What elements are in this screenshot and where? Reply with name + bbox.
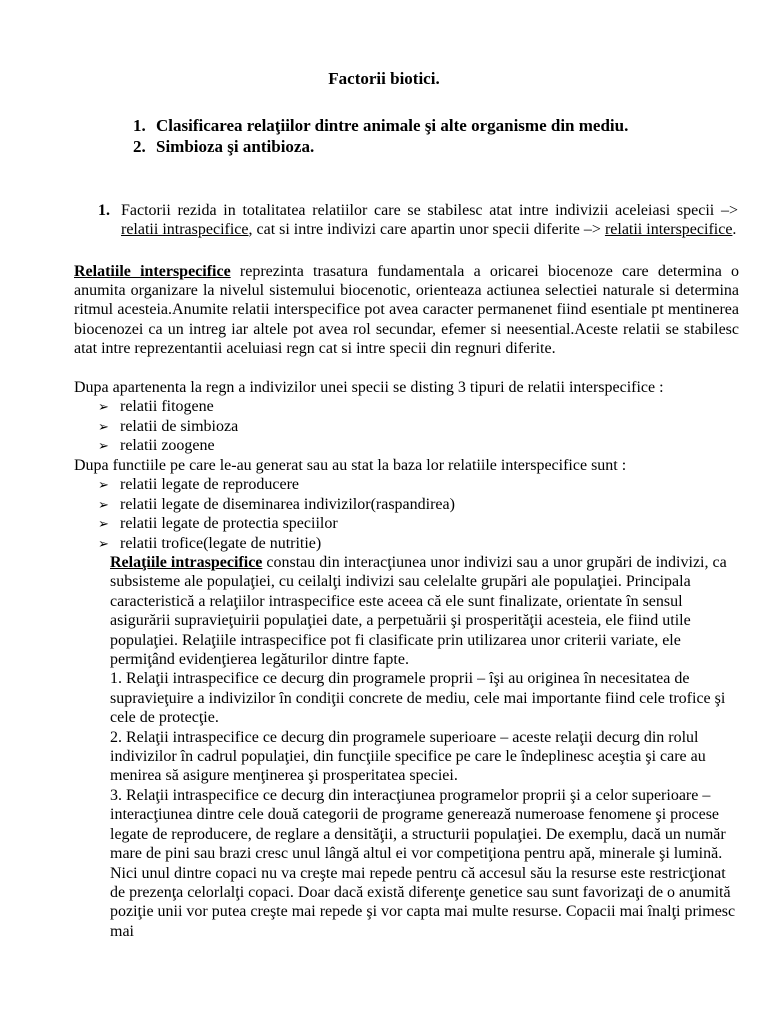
regn-types-list	[98, 397, 238, 456]
section-1-end: .	[732, 221, 737, 239]
list-item: ➢ relatii legate de diseminarea indivizilor(raspandirea)	[98, 495, 455, 513]
regn-intro: Dupa apartenenta la regn a indivizilor unei specii se disting 3 tipuri de relatii interspecifice :	[74, 379, 664, 396]
intraspecific-heading: Relaţiile intraspecifice	[110, 554, 263, 571]
toc-text: Clasificarea relaţiilor dintre animale şi alte organisme din mediu.	[156, 116, 629, 135]
interspecific-heading: Relatiile interspecifice	[74, 263, 231, 280]
intraspecific-point-3: 3. Relaţii intraspecifice ce decurg din interacţiunea programelor proprii şi a celor superioare – interacţiunea dintre cele două categorii de programe generează numeroase fenomene şi procese legate de reproducere, de reglare a densităţii, a structurii populaţiei. De exemplu, dacă un număr mare de pini sau brazi cresc unul lângă altul ei vor competiţiona pentru apă, minerale şi lumină. Nici unul dintre copaci nu va creşte mai repede pentru că accesul său la resurse este restricţionat de prezenţa celorlalţi copaci. Doar dacă există diferenţe genetice sau sunt favorizaţi de o anumită poziţie unii vor putea creşte mai repede şi vor capta mai multe resurse. Copacii mai înalţi primesc mai	[110, 786, 736, 940]
list-item: ➢ relatii zoogene	[98, 437, 215, 455]
list-item: ➢ relatii fitogene	[98, 398, 214, 415]
arrow-bullet-icon: ➢	[98, 535, 109, 551]
section-1-pre: Factorii rezida in totalitatea relatiilor care se stabilesc atat intre indivizii aceleiasi specii –>	[121, 202, 738, 219]
toc-item	[133, 137, 693, 157]
arrow-bullet-icon: ➢	[98, 399, 109, 414]
intraspecific-paragraph	[110, 553, 740, 669]
intraspecific-term-link: relatii intraspecifice	[121, 221, 249, 239]
page-title: Factorii biotici.	[328, 69, 440, 88]
func-types-list	[98, 475, 455, 553]
section-1-body	[121, 201, 738, 239]
list-item: ➢ relatii trofice(legate de nutritie)	[98, 534, 322, 552]
intraspecific-text: constau din interacţiunea unor indivizi sau a unor grupări de indivizi, ca subsisteme ale populaţiei, cu ceilalţi indivizi sau celelalte grupări ale populaţiei. Principala caracteristică a relaţiilor intraspecifice este aceea că ele sunt finalizate, orientate în sensul asigurării supravieţuirii populaţiei date, a perpetuării şi prosperităţii acesteia, ele fiind utile populaţiei. Relaţiile intraspecifice pot fi clasificate prin utilizarea unor criterii variate, ele permiţând evidenţierea legăturilor dintre fapte.	[110, 554, 727, 669]
table-of-contents	[133, 116, 693, 158]
arrow-bullet-icon: ➢	[98, 496, 109, 512]
toc-number: 2.	[133, 137, 146, 156]
func-intro: Dupa functiile pe care le-au generat sau au stat la baza lor relatiile interspecifice sunt :	[74, 457, 627, 474]
arrow-bullet-icon: ➢	[98, 438, 109, 454]
intraspecific-point-1: 1. Relaţii intraspecifice ce decurg din programele proprii – îşi au originea în necesitatea de supravieţuire a indivizilor în condiţii concrete de mediu, cele mai importante fiind cele trofice şi cele de protecţie.	[110, 670, 726, 727]
arrow-bullet-icon: ➢	[98, 516, 109, 532]
list-item: ➢ relatii legate de reproducere	[98, 476, 299, 493]
section-1-mid: , cat si intre indivizi care apartin unor specii diferite –>	[248, 221, 605, 239]
intraspecific-point-2: 2. Relaţii intraspecifice ce decurg din programele superioare – aceste relaţii decurg din rolul indivizilor în cadrul populaţiei, din funcţiile specifice pe care le îndeplinesc aceştia şi care au menirea să asigure menţinerea şi prosperitatea speciei.	[110, 728, 706, 785]
toc-number: 1.	[133, 116, 146, 135]
arrow-bullet-icon: ➢	[98, 418, 109, 434]
toc-text: Simbioza şi antibioza.	[156, 137, 315, 156]
interspecific-term-link: relatii interspecifice	[604, 221, 733, 239]
arrow-bullet-icon: ➢	[98, 477, 109, 492]
interspecific-text: reprezinta trasatura fundamentala a oricarei biocenoze care determina o anumita organizare la nivelul sistemului biocenotic, orienteaza actiunea selectiei naturale si determina ritmul acesteia.Anumite relatii interspecifice pot avea caracter permanenet fiind esentiale pt mentinerea biocenozei ca un intreg iar altele pot avea rol secundar, efemer si neesential.Aceste relatii se stabilesc atat intre reprezentantii aceluiasi regn cat si intre specii din regnuri diferite.	[74, 263, 739, 357]
toc-item	[133, 116, 693, 136]
intraspecific-section	[110, 553, 740, 941]
section-number: 1.	[98, 202, 110, 219]
interspecific-paragraph	[74, 262, 739, 358]
list-item: ➢ relatii de simbioza	[98, 417, 239, 435]
list-item: ➢ relatii legate de protectia speciilor	[98, 515, 338, 533]
section-1-intro	[98, 201, 738, 239]
